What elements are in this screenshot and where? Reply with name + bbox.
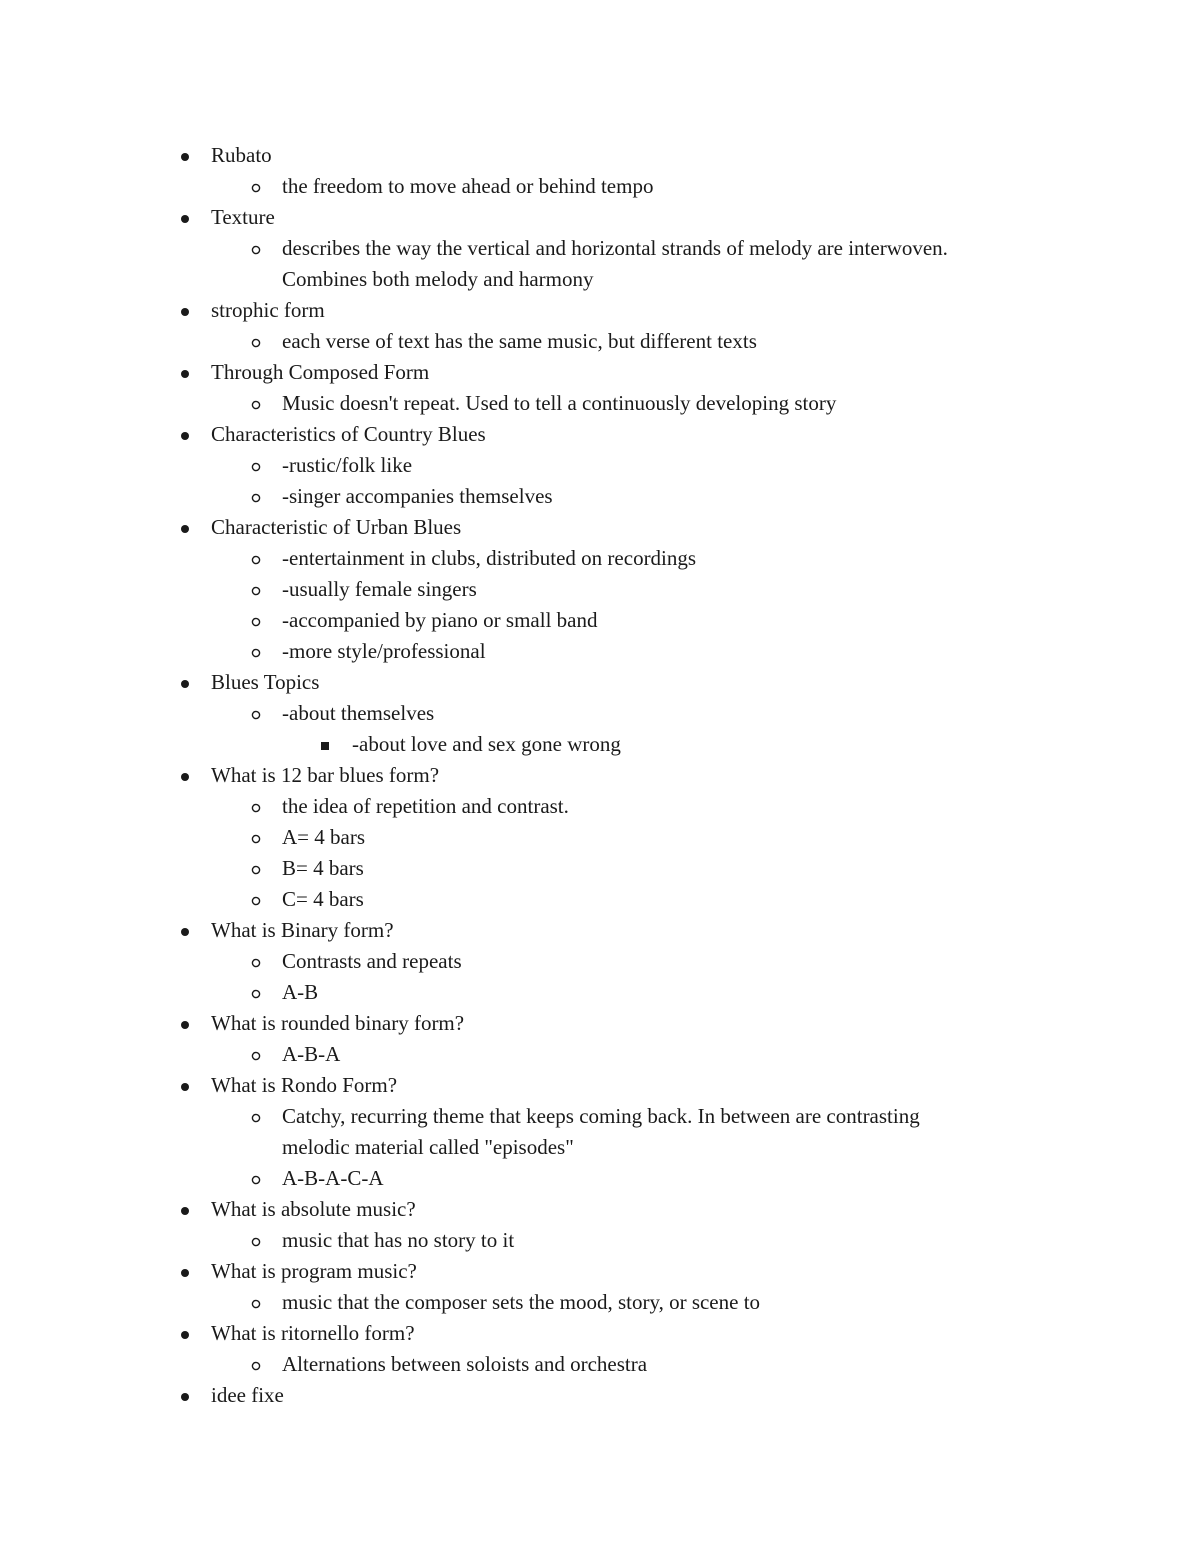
outline-item-level-2 xyxy=(0,1163,1200,1194)
outline-item-text: -accompanied by piano or small band xyxy=(282,608,598,632)
hollow-circle-bullet-icon xyxy=(249,450,263,481)
outline-item-level-1 xyxy=(0,140,1200,171)
hollow-circle-bullet-icon xyxy=(249,233,263,264)
outline-item-text: Catchy, recurring theme that keeps coming back. In between are contrasting xyxy=(282,1104,920,1128)
outline-item-text: Combines both melody and harmony xyxy=(282,267,594,291)
hollow-circle-bullet-icon xyxy=(249,388,263,419)
filled-circle-bullet-icon xyxy=(178,140,192,171)
hollow-circle-bullet-icon xyxy=(249,791,263,822)
outline-item-level-1 xyxy=(0,760,1200,791)
outline-item-text: What is program music? xyxy=(211,1259,417,1283)
outline-item-text: A-B xyxy=(282,980,319,1004)
filled-circle-bullet-icon xyxy=(178,1070,192,1101)
outline-item-text: A-B-A xyxy=(282,1042,341,1066)
filled-circle-bullet-icon xyxy=(178,419,192,450)
outline-item-text: Texture xyxy=(211,205,275,229)
filled-circle-bullet-icon xyxy=(178,1008,192,1039)
outline-item-level-2 xyxy=(0,1287,1200,1318)
outline-item-text: -about love and sex gone wrong xyxy=(352,732,621,756)
outline-item-text: -rustic/folk like xyxy=(282,453,413,477)
outline-item-level-2 xyxy=(0,1039,1200,1070)
outline-item-text: -more style/professional xyxy=(282,639,486,663)
hollow-circle-bullet-icon xyxy=(249,698,263,729)
outline-item-text: -about themselves xyxy=(282,701,435,725)
outline-item-text: music that the composer sets the mood, story, or scene to xyxy=(282,1290,761,1314)
outline-item-level-1 xyxy=(0,1256,1200,1287)
outline-item-level-2 xyxy=(0,1225,1200,1256)
outline-item-level-1 xyxy=(0,295,1200,326)
outline-item-level-1 xyxy=(0,357,1200,388)
outline-item-text: music that has no story to it xyxy=(282,1228,515,1252)
outline-item-level-2 xyxy=(0,481,1200,512)
outline-item-text: -singer accompanies themselves xyxy=(282,484,553,508)
hollow-circle-bullet-icon xyxy=(249,636,263,667)
hollow-circle-bullet-icon xyxy=(249,605,263,636)
hollow-circle-bullet-icon xyxy=(249,326,263,357)
hollow-circle-bullet-icon xyxy=(249,1101,263,1132)
outline-item-level-2 xyxy=(0,977,1200,1008)
outline-item-text: A-B-A-C-A xyxy=(282,1166,384,1190)
hollow-circle-bullet-icon xyxy=(249,822,263,853)
outline-item-level-1 xyxy=(0,1070,1200,1101)
outline-item-level-2 xyxy=(0,171,1200,202)
filled-square-bullet-icon xyxy=(318,729,332,760)
outline-item-text: the idea of repetition and contrast. xyxy=(282,794,569,818)
outline-item-level-2 xyxy=(0,574,1200,605)
filled-circle-bullet-icon xyxy=(178,1380,192,1411)
outline-item-level-2 xyxy=(0,884,1200,915)
outline-item-level-1 xyxy=(0,1194,1200,1225)
filled-circle-bullet-icon xyxy=(178,202,192,233)
outline-item-level-1 xyxy=(0,667,1200,698)
outline-item-text: melodic material called "episodes" xyxy=(282,1135,574,1159)
outline-item-level-2 xyxy=(0,853,1200,884)
outline-item-text: each verse of text has the same music, but different texts xyxy=(282,329,757,353)
hollow-circle-bullet-icon xyxy=(249,574,263,605)
outline-item-level-2 xyxy=(0,233,1200,264)
outline-item-level-2 xyxy=(0,822,1200,853)
filled-circle-bullet-icon xyxy=(178,915,192,946)
outline-item-level-1 xyxy=(0,512,1200,543)
filled-circle-bullet-icon xyxy=(178,295,192,326)
outline-item-text: A= 4 bars xyxy=(282,825,365,849)
outline-item-level-2 xyxy=(0,1101,1200,1132)
outline-item-text: What is Rondo Form? xyxy=(211,1073,398,1097)
outline-item-text: -entertainment in clubs, distributed on recordings xyxy=(282,546,697,570)
filled-circle-bullet-icon xyxy=(178,667,192,698)
outline-item-text: What is absolute music? xyxy=(211,1197,416,1221)
outline-item-level-1 xyxy=(0,1318,1200,1349)
outline-item-text: Characteristic of Urban Blues xyxy=(211,515,462,539)
filled-circle-bullet-icon xyxy=(178,1194,192,1225)
outline-item-text: Music doesn't repeat. Used to tell a continuously developing story xyxy=(282,391,837,415)
outline-item-text: Characteristics of Country Blues xyxy=(211,422,486,446)
outline-item-text: What is 12 bar blues form? xyxy=(211,763,440,787)
outline-item-text: What is ritornello form? xyxy=(211,1321,415,1345)
outline-item-level-1 xyxy=(0,202,1200,233)
outline-item-text: B= 4 bars xyxy=(282,856,364,880)
hollow-circle-bullet-icon xyxy=(249,1039,263,1070)
outline-item-text: Rubato xyxy=(211,143,272,167)
hollow-circle-bullet-icon xyxy=(249,884,263,915)
outline-item-level-2 xyxy=(0,450,1200,481)
outline-item-level-2 xyxy=(0,543,1200,574)
outline-item-text: the freedom to move ahead or behind tempo xyxy=(282,174,654,198)
outline-item-text: What is Binary form? xyxy=(211,918,394,942)
outline-item-level-2 xyxy=(0,698,1200,729)
hollow-circle-bullet-icon xyxy=(249,946,263,977)
outline-item-level-2 xyxy=(0,1349,1200,1380)
bulleted-outline xyxy=(0,140,1200,1411)
hollow-circle-bullet-icon xyxy=(249,853,263,884)
filled-circle-bullet-icon xyxy=(178,512,192,543)
outline-item-text: What is rounded binary form? xyxy=(211,1011,465,1035)
outline-item-text: Blues Topics xyxy=(211,670,320,694)
outline-item-level-2 xyxy=(0,326,1200,357)
filled-circle-bullet-icon xyxy=(178,760,192,791)
filled-circle-bullet-icon xyxy=(178,357,192,388)
outline-continuation-line xyxy=(0,264,1200,295)
hollow-circle-bullet-icon xyxy=(249,1163,263,1194)
outline-item-level-2 xyxy=(0,388,1200,419)
outline-item-text: Alternations between soloists and orchestra xyxy=(282,1352,648,1376)
outline-item-level-1 xyxy=(0,1380,1200,1411)
outline-item-text: describes the way the vertical and horizontal strands of melody are interwoven. xyxy=(282,236,948,260)
filled-circle-bullet-icon xyxy=(178,1256,192,1287)
outline-item-level-2 xyxy=(0,946,1200,977)
hollow-circle-bullet-icon xyxy=(249,977,263,1008)
outline-item-level-2 xyxy=(0,605,1200,636)
hollow-circle-bullet-icon xyxy=(249,1287,263,1318)
outline-item-text: strophic form xyxy=(211,298,325,322)
hollow-circle-bullet-icon xyxy=(249,1349,263,1380)
outline-item-text: -usually female singers xyxy=(282,577,477,601)
outline-item-text: Contrasts and repeats xyxy=(282,949,462,973)
filled-circle-bullet-icon xyxy=(178,1318,192,1349)
outline-item-text: C= 4 bars xyxy=(282,887,364,911)
outline-continuation-line xyxy=(0,1132,1200,1163)
hollow-circle-bullet-icon xyxy=(249,171,263,202)
hollow-circle-bullet-icon xyxy=(249,543,263,574)
outline-item-text: Through Composed Form xyxy=(211,360,430,384)
outline-item-level-2 xyxy=(0,636,1200,667)
outline-item-level-1 xyxy=(0,1008,1200,1039)
outline-item-level-1 xyxy=(0,419,1200,450)
outline-item-level-2 xyxy=(0,791,1200,822)
outline-item-level-3 xyxy=(0,729,1200,760)
outline-item-level-1 xyxy=(0,915,1200,946)
hollow-circle-bullet-icon xyxy=(249,1225,263,1256)
outline-item-text: idee fixe xyxy=(211,1383,284,1407)
hollow-circle-bullet-icon xyxy=(249,481,263,512)
